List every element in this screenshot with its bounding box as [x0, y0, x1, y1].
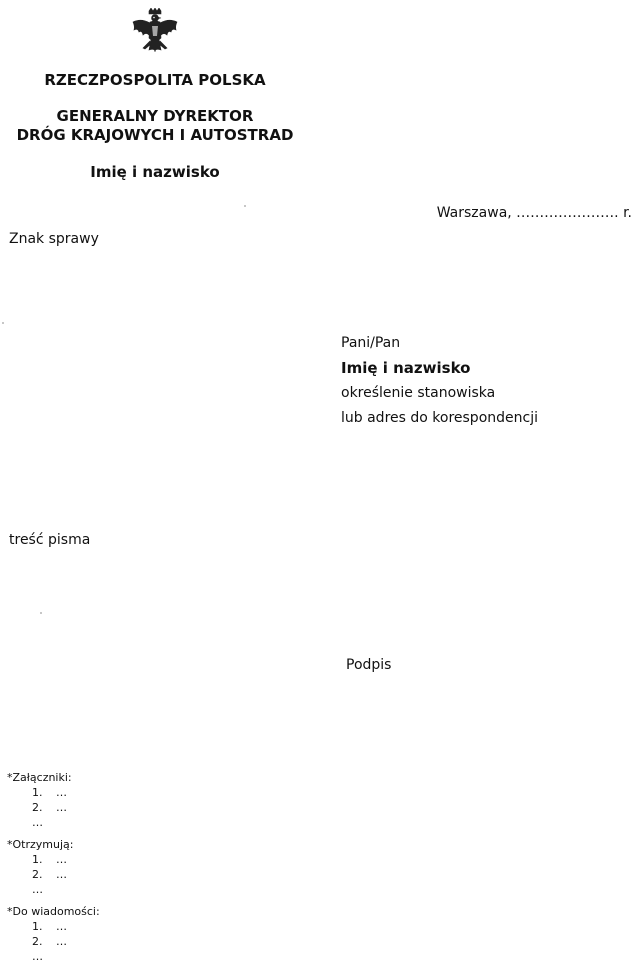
list-more: … — [32, 950, 43, 963]
case-reference-label: Znak sprawy — [9, 231, 99, 247]
scan-speck — [244, 205, 246, 207]
list-item: 2. … — [32, 935, 67, 948]
attachments-label: *Załączniki: — [7, 771, 72, 784]
list-item: 1. … — [32, 786, 67, 799]
official-name: Imię i nazwisko — [90, 163, 220, 181]
recipient-position: określenie stanowiska — [341, 385, 496, 401]
recipient-name: Imię i nazwisko — [341, 359, 471, 377]
attachments-section — [7, 770, 72, 830]
authority-line-1: GENERALNY DYREKTOR — [56, 107, 254, 125]
list-item: 2. … — [32, 801, 67, 814]
list-item: 1. … — [32, 853, 67, 866]
recipient-address: lub adres do korespondencji — [341, 410, 538, 426]
authority-line-2: DRÓG KRAJOWYCH I AUTOSTRAD — [16, 126, 294, 144]
cc-section — [7, 904, 100, 964]
list-item: 2. … — [32, 868, 67, 881]
list-more: … — [32, 816, 43, 829]
recipient-salutation: Pani/Pan — [341, 335, 401, 351]
place-date: Warszawa, …………………. r. — [436, 205, 632, 221]
authority-title — [0, 107, 310, 145]
cc-label: *Do wiadomości: — [7, 905, 100, 918]
polish-eagle-emblem-icon — [131, 8, 179, 60]
recipient-block — [341, 331, 538, 431]
recipients-section — [7, 837, 73, 897]
country-title: RZECZPOSPOLITA POLSKA — [44, 71, 266, 89]
list-item: 1. … — [32, 920, 67, 933]
scan-speck — [40, 612, 42, 614]
list-more: … — [32, 883, 43, 896]
signature-label: Podpis — [346, 657, 392, 673]
scan-speck — [2, 322, 4, 324]
letter-body: treść pisma — [9, 532, 91, 548]
recipients-label: *Otrzymują: — [7, 838, 74, 851]
